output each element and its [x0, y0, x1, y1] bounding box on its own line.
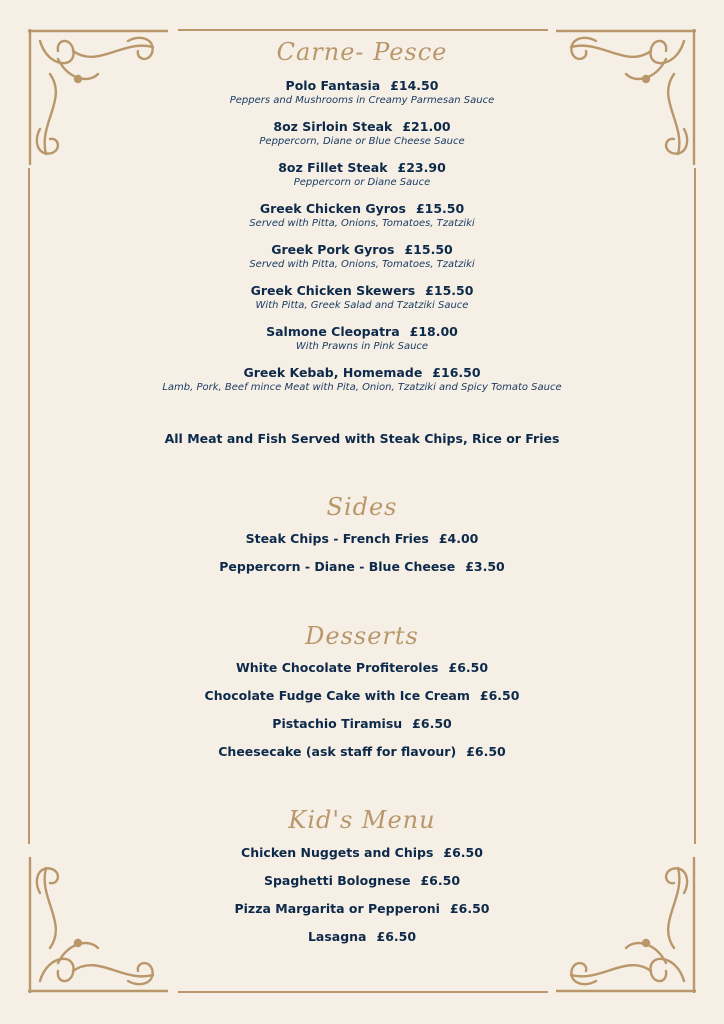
menu-item	[0, 283, 724, 312]
item-name: 8oz Fillet Steak	[278, 160, 388, 175]
menu-item	[0, 873, 724, 889]
menu-item	[0, 78, 724, 107]
item-description: Peppers and Mushrooms in Creamy Parmesan Sauce	[229, 95, 495, 106]
item-price: £6.50	[466, 744, 506, 759]
section-title-sides: Sides	[326, 493, 398, 521]
item-name: Chocolate Fudge Cake with Ice Cream	[204, 688, 470, 703]
item-price: £15.50	[404, 242, 453, 257]
item-price: £6.50	[479, 688, 520, 703]
menu-item	[0, 688, 724, 704]
item-name: Greek Pork Gyros	[271, 242, 395, 257]
item-price: £6.50	[412, 716, 452, 731]
menu-item	[0, 365, 724, 394]
menu-item	[0, 324, 724, 353]
menu-item	[0, 744, 724, 760]
item-price: £14.50	[390, 78, 439, 93]
item-name: Peppercorn - Diane - Blue Cheese	[219, 559, 456, 574]
item-price: £15.50	[425, 283, 474, 298]
item-name: Pistachio Tiramisu	[272, 716, 403, 731]
item-price: £6.50	[443, 845, 483, 860]
item-price: £4.00	[438, 531, 479, 546]
item-name: Salmone Cleopatra	[266, 324, 400, 339]
item-price: £21.00	[402, 119, 451, 134]
item-price: £15.50	[415, 201, 465, 216]
section-title-carne-pesce: Carne- Pesce	[276, 38, 448, 66]
item-price: £6.50	[376, 929, 417, 944]
item-name: White Chocolate Profiteroles	[235, 660, 439, 675]
item-name: Polo Fantasia	[285, 78, 381, 93]
menu-item	[0, 201, 724, 230]
menu-item	[0, 716, 724, 732]
item-description: Peppercorn or Diane Sauce	[293, 177, 431, 188]
menu-item	[0, 160, 724, 189]
item-name: 8oz Sirloin Steak	[273, 119, 393, 134]
menu-item	[0, 119, 724, 148]
item-name: Greek Chicken Skewers	[250, 283, 416, 298]
serving-note: All Meat and Fish Served with Steak Chips, Rice or Fries	[164, 431, 560, 446]
menu-item	[0, 901, 724, 917]
menu-item	[0, 242, 724, 271]
item-name: Steak Chips - French Fries	[245, 531, 429, 546]
item-description: Served with Pitta, Onions, Tomatoes, Tzatziki	[249, 259, 475, 270]
item-description: Peppercorn, Diane or Blue Cheese Sauce	[259, 136, 465, 147]
item-name: Greek Kebab, Homemade	[243, 365, 423, 380]
item-name: Cheesecake (ask staff for flavour)	[218, 744, 457, 759]
item-name: Greek Chicken Gyros	[259, 201, 406, 216]
menu-item	[0, 929, 724, 945]
section-title-desserts: Desserts	[305, 622, 419, 650]
item-description: Lamb, Pork, Beef mince Meat with Pita, Onion, Tzatziki and Spicy Tomato Sauce	[162, 382, 562, 393]
item-name: Lasagna	[307, 929, 367, 944]
item-description: With Pitta, Greek Salad and Tzatziki Sauce	[255, 300, 469, 311]
menu-item	[0, 845, 724, 861]
item-price: £6.50	[420, 873, 461, 888]
menu-item	[0, 660, 724, 676]
item-price: £6.50	[449, 901, 490, 916]
border-top	[178, 29, 548, 31]
item-name: Spaghetti Bolognese	[263, 873, 411, 888]
menu-item	[0, 531, 724, 547]
section-title-kids-menu: Kid's Menu	[288, 806, 436, 834]
item-name: Pizza Margarita or Pepperoni	[234, 901, 440, 916]
item-price: £23.90	[397, 160, 446, 175]
item-price: £16.50	[432, 365, 481, 380]
item-description: With Prawns in Pink Sauce	[295, 341, 429, 352]
item-price: £6.50	[448, 660, 489, 675]
border-bottom	[178, 991, 548, 993]
menu-item	[0, 559, 724, 575]
item-price: £18.00	[409, 324, 458, 339]
item-description: Served with Pitta, Onions, Tomatoes, Tzatziki	[249, 218, 475, 229]
item-name: Chicken Nuggets and Chips	[241, 845, 434, 860]
item-price: £3.50	[465, 559, 505, 574]
